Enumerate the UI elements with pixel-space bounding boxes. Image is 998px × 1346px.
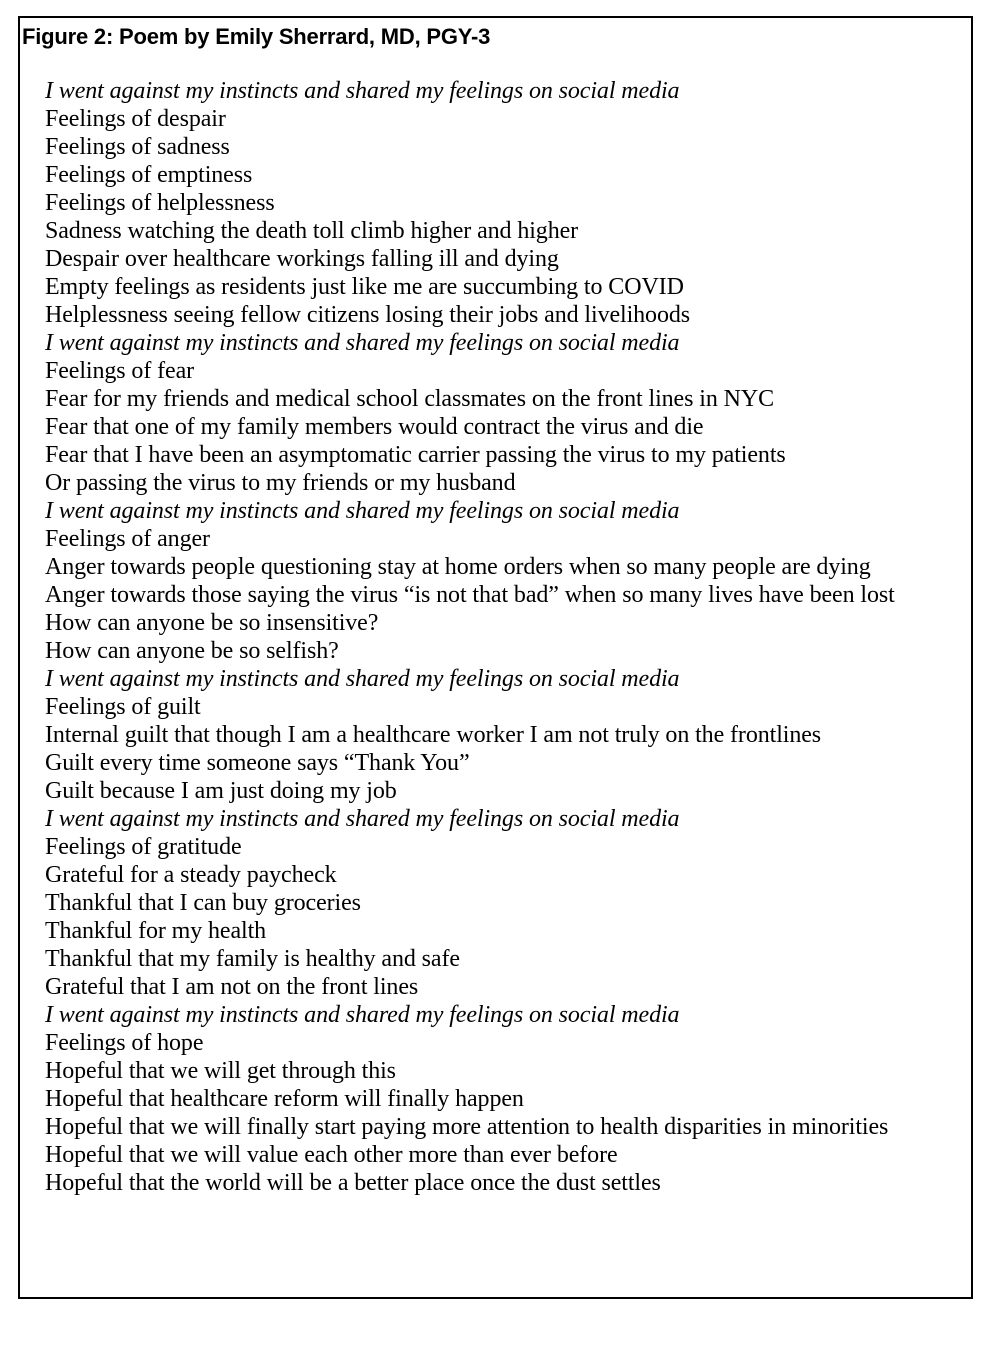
poem-line: Sadness watching the death toll climb higher and higher (45, 218, 579, 244)
poem-line: Hopeful that we will value each other more than ever before (45, 1142, 618, 1168)
poem-refrain-line: I went against my instincts and shared my feelings on social media (45, 806, 680, 832)
poem-line: Feelings of emptiness (45, 162, 253, 188)
poem-refrain-line: I went against my instincts and shared my feelings on social media (45, 78, 680, 104)
poem-line: Feelings of anger (45, 526, 210, 552)
poem-line: Thankful that my family is healthy and safe (45, 946, 460, 972)
poem-body (45, 77, 895, 1197)
poem-line: Thankful for my health (45, 918, 267, 944)
poem-line: Thankful that I can buy groceries (45, 890, 361, 916)
poem-refrain-line: I went against my instincts and shared my feelings on social media (45, 498, 680, 524)
poem-line: Internal guilt that though I am a healthcare worker I am not truly on the frontlines (45, 722, 822, 748)
poem-line: Despair over healthcare workings falling ill and dying (45, 246, 559, 272)
poem-line: How can anyone be so selfish? (45, 638, 339, 664)
poem-line: Grateful for a steady paycheck (45, 862, 337, 888)
poem-line: Feelings of fear (45, 358, 195, 384)
poem-line: Anger towards people questioning stay at home orders when so many people are dying (45, 554, 871, 580)
poem-line: Guilt every time someone says “Thank You” (45, 750, 470, 776)
poem-line: Fear that one of my family members would contract the virus and die (45, 414, 704, 440)
poem-refrain-line: I went against my instincts and shared my feelings on social media (45, 330, 680, 356)
poem-refrain-line: I went against my instincts and shared my feelings on social media (45, 666, 680, 692)
poem-line: Fear that I have been an asymptomatic carrier passing the virus to my patients (45, 442, 786, 468)
poem-line: Empty feelings as residents just like me are succumbing to COVID (45, 274, 684, 300)
poem-line: Hopeful that the world will be a better place once the dust settles (45, 1170, 661, 1196)
poem-refrain-line: I went against my instincts and shared my feelings on social media (45, 1002, 680, 1028)
poem-line: Feelings of guilt (45, 694, 201, 720)
poem-line: Hopeful that we will finally start paying more attention to health disparities in minorities (45, 1114, 889, 1140)
poem-line: Feelings of sadness (45, 134, 230, 160)
poem-line: Anger towards those saying the virus “is not that bad” when so many lives have been lost (45, 582, 895, 608)
poem-line: Helplessness seeing fellow citizens losing their jobs and livelihoods (45, 302, 690, 328)
poem-line: Or passing the virus to my friends or my husband (45, 470, 516, 496)
poem-line: How can anyone be so insensitive? (45, 610, 379, 636)
poem-line: Feelings of hope (45, 1030, 204, 1056)
figure-title: Figure 2: Poem by Emily Sherrard, MD, PGY-3 (22, 24, 491, 49)
poem-line: Hopeful that we will get through this (45, 1058, 396, 1084)
poem-line: Feelings of helplessness (45, 190, 275, 216)
figure-frame (18, 16, 973, 1299)
poem-line: Grateful that I am not on the front lines (45, 974, 419, 1000)
poem-line: Feelings of despair (45, 106, 226, 132)
poem-line: Hopeful that healthcare reform will finally happen (45, 1086, 524, 1112)
poem-line: Fear for my friends and medical school classmates on the front lines in NYC (45, 386, 774, 412)
poem-line: Guilt because I am just doing my job (45, 778, 397, 804)
poem-line: Feelings of gratitude (45, 834, 242, 860)
